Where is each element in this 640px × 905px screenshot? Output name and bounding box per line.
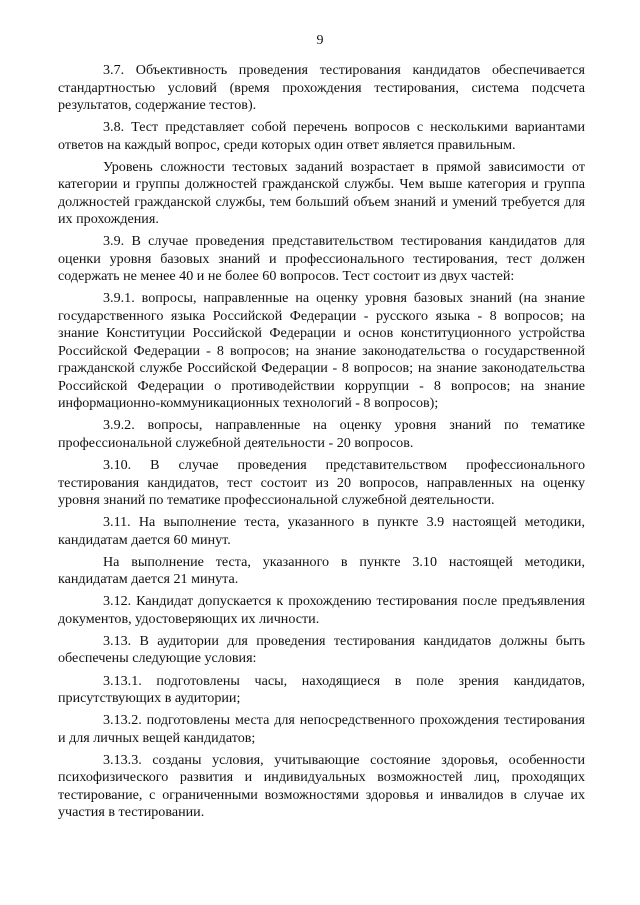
paragraph-3-13: 3.13. В аудитории для проведения тестирования кандидатов должны быть обеспечены следующие условия: [58,632,585,667]
paragraph-3-9-1: 3.9.1. вопросы, направленные на оценку уровня базовых знаний (на знание государственного языка Российской Федерации - русского языка - 8 вопросов; на знание Конституции Российской Федерации и основ конституционного устройства Российской Федерации - 8 вопросов; на знание законодательства о государственной гражданской службе Российской Федерации - 8 вопросов; на знание законодательства Российской Федерации о противодействии коррупции - 8 вопросов; на знание информационно-коммуникационных технологий - 8 вопросов); [58,290,585,412]
paragraph-3-8: 3.8. Тест представляет собой перечень вопросов с несколькими вариантами ответов на каждый вопрос, среди которых один ответ является правильным. [58,119,585,153]
page-number: 9 [316,33,324,48]
paragraph-3-12: 3.12. Кандидат допускается к прохождению тестирования после предъявления документов, удостоверяющих их личности. [58,593,585,627]
paragraph-difficulty: Уровень сложности тестовых заданий возрастает в прямой зависимости от категории и группы должностей гражданской службы. Чем выше категория и группа должностей гражданской службы, тем больший объем знаний и умений требуется для их прохождения. [58,158,585,228]
paragraph-3-13-3: 3.13.3. созданы условия, учитывающие состояние здоровья, особенности психофизического развития и индивидуальных возможностей лиц, проходящих тестирование, с ограниченными возможностями здоровья и инвалидов в случае их участия в тестировании. [58,751,585,821]
document-body [58,62,585,826]
paragraph-3-13-2: 3.13.2. подготовлены места для непосредственного прохождения тестирования и для личных вещей кандидатов; [58,712,585,746]
paragraph-3-9: 3.9. В случае проведения представительством тестирования кандидатов для оценки уровня базовых знаний и профессионального тестирования, тест должен содержать не менее 40 и не более 60 вопросов. Тест состоит из двух частей: [58,233,585,285]
paragraph-3-11: 3.11. На выполнение теста, указанного в пункте 3.9 настоящей методики, кандидатам дается 60 минут. [58,514,585,548]
paragraph-3-10: 3.10. В случае проведения представительством профессионального тестирования кандидатов, тест состоит из 20 вопросов, направленных на оценку уровня знаний по тематике профессиональной служебной деятельности. [58,457,585,509]
paragraph-3-13-1: 3.13.1. подготовлены часы, находящиеся в поле зрения кандидатов, присутствующих в аудитории; [58,672,585,707]
paragraph-3-7: 3.7. Объективность проведения тестирования кандидатов обеспечивается стандартностью условий (время прохождения тестирования, система подсчета результатов, содержание тестов). [58,62,585,113]
paragraph-3-9-2: 3.9.2. вопросы, направленные на оценку уровня знаний по тематике профессиональной служебной деятельности - 20 вопросов. [58,417,585,451]
paragraph-3-11-cont: На выполнение теста, указанного в пункте 3.10 настоящей методики, кандидатам дается 21 минута. [58,553,585,588]
